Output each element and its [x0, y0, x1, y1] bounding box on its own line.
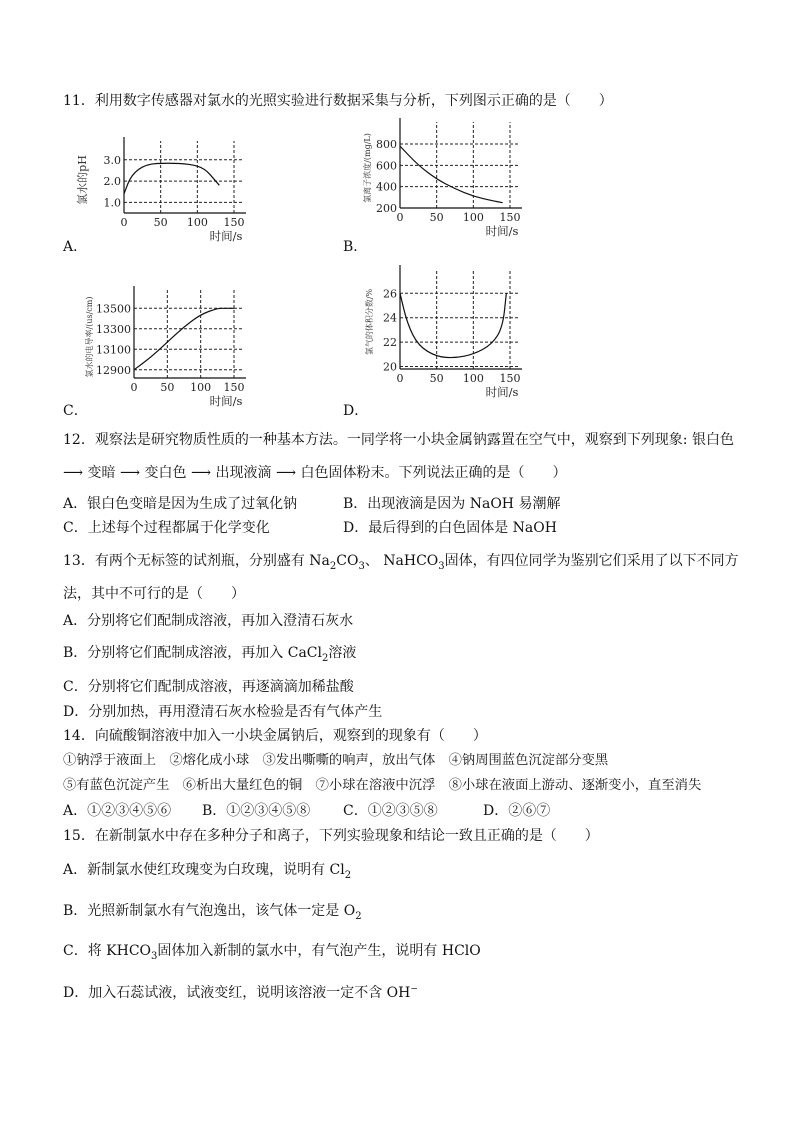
x-tick-label: 150 [223, 216, 245, 229]
y-tick-label: 13300 [96, 322, 131, 336]
y-tick-label: 24 [383, 311, 397, 325]
series-line [134, 308, 234, 370]
chart-a [76, 125, 255, 250]
x-tick-label: 150 [223, 381, 245, 394]
x-tick-label: 0 [396, 372, 404, 385]
q11-stem: 11．利用数字传感器对氯水的光照实验进行数据采集与分析，下列图示正确的是（ ） [63, 93, 613, 109]
q15-option-b: B．光照新制氯水有气泡逸出，该气体一定是 $O_2$ [63, 903, 362, 922]
y-tick-label: 13500 [96, 302, 131, 316]
q14-option-d: D．②⑥⑦ [483, 803, 551, 819]
arrow-icon: ⟶ [63, 465, 84, 481]
chart-d [360, 265, 535, 413]
q12-stem-cont: ⟶ 变暗 ⟶ 变白色 ⟶ 出现液滴 ⟶ 白色固体粉末。下列说法正确的是（ ） [63, 465, 567, 481]
y-tick-label: 200 [376, 202, 397, 215]
y-tick-label: 13100 [96, 343, 131, 357]
q14-option-a: A．①②③④⑤⑥ [63, 803, 172, 819]
q15-option-c: C．将 $KHCO_3$固体加入新制的氯水中，有气泡产生，说明有 HClO [63, 943, 481, 962]
q12-stem: 12．观察法是研究物质性质的一种基本方法。一同学将一小块金属钠露置在空气中，观察到下列现象: 银白色 [63, 432, 734, 448]
y-tick-label: 800 [376, 138, 397, 151]
q12-option-a: A．银白色变暗是因为生成了过氧化钠 [63, 496, 298, 512]
x-tick-label: 100 [190, 381, 212, 394]
x-tick-label: 100 [186, 216, 208, 229]
q13-option-b: B．分别将它们配制成溶液，再加入 CaCl$_2$溶液 [63, 645, 357, 664]
q14-option-c: C．①②③⑤⑧ [343, 803, 438, 819]
y-tick-label: 600 [376, 159, 397, 173]
series-line [400, 293, 506, 357]
q13-stem: 13．有两个无标签的试剂瓶，分别盛有 $Na_2CO_3$、 NaHCO$_3$固体，有四位同学为鉴别它们采用了以下不同方 [63, 553, 739, 572]
q15-option-d: D．加入石蕊试液，试液变红，说明该溶液一定不含 OH− [63, 984, 418, 1001]
y-tick-label: 3.0 [103, 153, 121, 167]
chart-c [80, 282, 255, 414]
chart-b [360, 118, 535, 248]
y-axis-label: 氯气的体积分数/% [365, 288, 374, 356]
x-tick-label: 50 [429, 211, 444, 224]
q12-option-c: C．上述每个过程都属于化学变化 [63, 520, 270, 536]
y-tick-label: 26 [383, 287, 397, 301]
y-tick-label: 12900 [96, 363, 131, 377]
x-tick-label: 0 [120, 216, 128, 229]
x-axis-label: 时间/s [485, 224, 519, 238]
y-axis-label: 氯离子浓度/(mg/L) [363, 133, 372, 203]
x-tick-label: 0 [396, 211, 404, 224]
q13-stem-cont: 法，其中不可行的是（ ） [63, 586, 245, 602]
y-axis-label: 氯水的电导率/(us/cm) [85, 296, 94, 378]
q13-option-a: A．分别将它们配制成溶液，再加入澄清石灰水 [63, 613, 354, 629]
y-tick-label: 22 [383, 336, 397, 350]
q13-option-c: C．分别将它们配制成溶液，再逐滴滴加稀盐酸 [63, 679, 354, 695]
x-axis-label: 时间/s [485, 385, 519, 399]
x-tick-label: 100 [462, 372, 484, 385]
x-tick-label: 150 [499, 372, 521, 385]
x-axis-label: 时间/s [209, 229, 243, 243]
x-axis-label: 时间/s [209, 394, 243, 408]
y-tick-label: 20 [383, 360, 397, 374]
q14-stem: 14．向硫酸铜溶液中加入一小块金属钠后，观察到的现象有（ ） [63, 728, 487, 744]
arrow-icon: ⟶ [119, 465, 141, 481]
x-tick-label: 50 [160, 381, 175, 394]
option-d-label: D． [343, 403, 369, 419]
q15-stem: 15．在新制氯水中存在多种分子和离子，下列实验现象和结论一致且正确的是（ ） [63, 828, 599, 844]
option-b-label: B． [343, 239, 368, 255]
y-axis-label: 氯水的pH [76, 155, 89, 205]
series-line [400, 146, 503, 203]
arrow-icon: ⟶ [190, 465, 212, 481]
q12-option-d: D．最后得到的白色固体是 NaOH [343, 520, 557, 536]
option-c-label: C． [63, 403, 88, 419]
q14-option-b: B．①②③④⑤⑧ [202, 803, 311, 819]
series-line [124, 163, 219, 194]
q12-option-b: B．出现液滴是因为 NaOH 易潮解 [343, 496, 561, 512]
option-a-label: A． [63, 239, 88, 255]
y-tick-label: 2.0 [103, 175, 121, 189]
q13-option-d: D．分别加热，再用澄清石灰水检验是否有气体产生 [63, 704, 383, 720]
y-tick-label: 400 [376, 180, 397, 194]
arrow-icon: ⟶ [275, 465, 297, 481]
y-tick-label: 1.0 [103, 196, 121, 210]
x-tick-label: 150 [499, 211, 521, 224]
q14-phenomena-2: ⑤有蓝色沉淀产生 ⑥析出大量红色的铜 ⑦小球在溶液中沉浮 ⑧小球在液面上游动、逐渐变小，直至消失 [63, 778, 702, 793]
q14-phenomena-1: ①钠浮于液面上 ②熔化成小球 ③发出嘶嘶的响声，放出气体 ④钠周围蓝色沉淀部分变黑 [63, 753, 609, 768]
x-tick-label: 100 [462, 211, 484, 224]
x-tick-label: 50 [153, 216, 168, 229]
x-tick-label: 50 [429, 372, 444, 385]
q15-option-a: A．新制氯水使红玫瑰变为白玫瑰，说明有 $Cl_2$ [63, 862, 352, 881]
x-tick-label: 0 [130, 381, 138, 394]
